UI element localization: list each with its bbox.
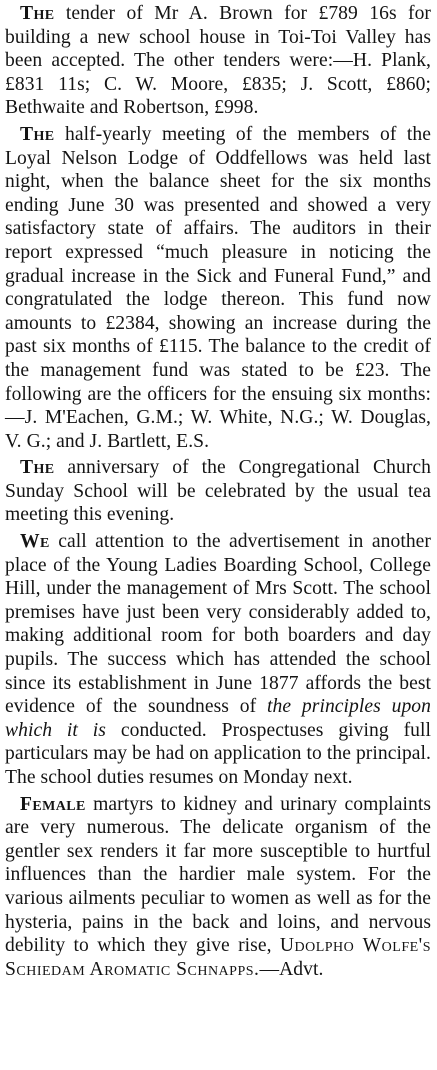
paragraph-boarding-school — [5, 530, 431, 790]
paragraph-text: half-yearly meeting of the members of the Loyal Nelson Lodge of Oddfellows was held last night, when the balance sheet for the six months ending June 30 was presented and showed a very satisfactory state of affairs. The auditors in their report expressed “much pleasure in noticing the gradual increase in the Sick and Funeral Fund,” and congratulated the lodge thereon. This fund now amounts to £2384, showing an increase during the past six months of £115. The balance to the credit of the management fund was stated to be £23. The following are the officers for the ensuing six months:—J. M'Eachen, G.M.; W. White, N.G.; W. Douglas, V. G.; and J. Bartlett, E.S. — [5, 123, 431, 452]
lead-word: The — [20, 3, 55, 24]
paragraph-text-end: conducted. Prospectuses giving full particulars may be had on application to the principal. The school duties resumes on Monday next. — [5, 719, 431, 788]
lead-word: Female — [20, 793, 86, 815]
paragraph-text: call attention to the advertisement in another place of the Young Ladies Boarding School, College Hill, under the management of Mrs Scott. The school premises have just been very considerably added to, making additional room for both boarders and day pupils. The success which has attended the school since its establishment in June 1877 affords the best evidence of the soundness of — [5, 531, 431, 718]
advert-suffix: —Advt. — [259, 958, 324, 980]
lead-word: The — [20, 457, 55, 479]
lead-word: We — [20, 531, 50, 553]
product-name: Udolpho Wolfe's Schiedam Aromatic Schnapps. — [5, 935, 431, 980]
paragraph-sunday-school-anniversary — [5, 456, 431, 527]
paragraph-text: anniversary of the Congregational Church Sunday School will be celebrated by the usual tea meeting this evening. — [5, 457, 431, 526]
paragraph-advertisement — [5, 793, 431, 982]
italic-phrase: the principles upon which it is — [5, 696, 431, 741]
paragraph-text: martyrs to kidney and urinary complaints are very numerous. The delicate organism of the gentler sex renders it far more susceptible to hurtful influences than the hardier male system. For the various ailments peculiar to women as well as for the hysteria, pains in the back and loins, and nervous debility to which they give rise, — [5, 793, 431, 957]
paragraph-school-tender — [5, 2, 431, 120]
paragraph-oddfellows-meeting — [5, 123, 431, 453]
lead-word: The — [20, 123, 55, 145]
paragraph-text: tender of Mr A. Brown for £789 16s for building a new school house in Toi-Toi Valley has been accepted. The other tenders were:—H. Plank, £831 11s; C. W. Moore, £835; J. Scott, £860; Bethwaite and Robertson, £998. — [5, 3, 431, 119]
